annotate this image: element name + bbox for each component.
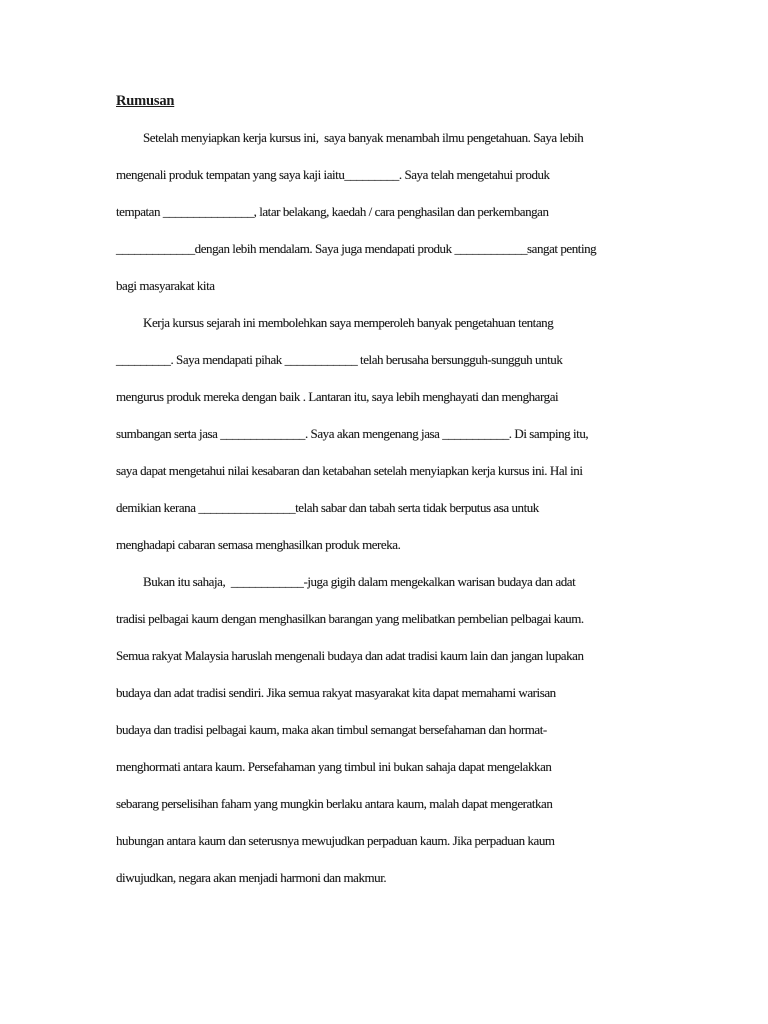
text-line: Setelah menyiapkan kerja kursus ini, saya banyak menambah ilmu pengetahuan. Saya lebih bbox=[143, 130, 584, 145]
text-line: diwujudkan, negara akan menjadi harmoni dan makmur. bbox=[116, 870, 387, 885]
text-line: saya dapat mengetahui nilai kesabaran dan ketabahan setelah menyiapkan kerja kursus ini. Hal ini bbox=[116, 463, 583, 478]
text-line: Semua rakyat Malaysia haruslah mengenali budaya dan adat tradisi kaum lain dan jangan lupakan bbox=[116, 648, 584, 663]
text-line: tempatan _______________, latar belakang, kaedah / cara penghasilan dan perkembangan bbox=[116, 204, 549, 219]
text-line: _________. Saya mendapati pihak ____________ telah berusaha bersungguh-sungguh untuk bbox=[116, 352, 563, 367]
text-line: hubungan antara kaum dan seterusnya mewujudkan perpaduan kaum. Jika perpaduan kaum bbox=[116, 833, 555, 848]
text-line: mengenali produk tempatan yang saya kaji iaitu_________. Saya telah mengetahui produk bbox=[116, 167, 550, 182]
text-line: _____________dengan lebih mendalam. Saya juga mendapati produk ____________sangat penting bbox=[116, 241, 597, 256]
text-line: menghormati antara kaum. Persefahaman yang timbul ini bukan sahaja dapat mengelakkan bbox=[116, 759, 552, 774]
text-line: mengurus produk mereka dengan baik . Lantaran itu, saya lebih menghayati dan menghargai bbox=[116, 389, 559, 404]
text-line: Bukan itu sahaja, ____________-juga gigih dalam mengekalkan warisan budaya dan adat bbox=[143, 574, 576, 589]
text-line: budaya dan adat tradisi sendiri. Jika semua rakyat masyarakat kita dapat memahami warisan bbox=[116, 685, 556, 700]
document-title: Rumusan bbox=[116, 93, 175, 109]
text-line: sumbangan serta jasa ______________. Saya akan mengenang jasa ___________. Di samping itu, bbox=[116, 426, 589, 441]
text-line: demikian kerana ________________telah sabar dan tabah serta tidak berputus asa untuk bbox=[116, 500, 539, 515]
text-line: budaya dan tradisi pelbagai kaum, maka akan timbul semangat bersefahaman dan hormat- bbox=[116, 722, 547, 737]
text-line: Kerja kursus sejarah ini membolehkan saya memperoleh banyak pengetahuan tentang bbox=[143, 315, 554, 330]
text-line: bagi masyarakat kita bbox=[116, 278, 215, 293]
document-body bbox=[116, 119, 656, 896]
text-line: menghadapi cabaran semasa menghasilkan produk mereka. bbox=[116, 537, 401, 552]
text-line: tradisi pelbagai kaum dengan menghasilkan barangan yang melibatkan pembelian pelbagai kaum. bbox=[116, 611, 584, 626]
text-line: sebarang perselisihan faham yang mungkin berlaku antara kaum, malah dapat mengeratkan bbox=[116, 796, 553, 811]
